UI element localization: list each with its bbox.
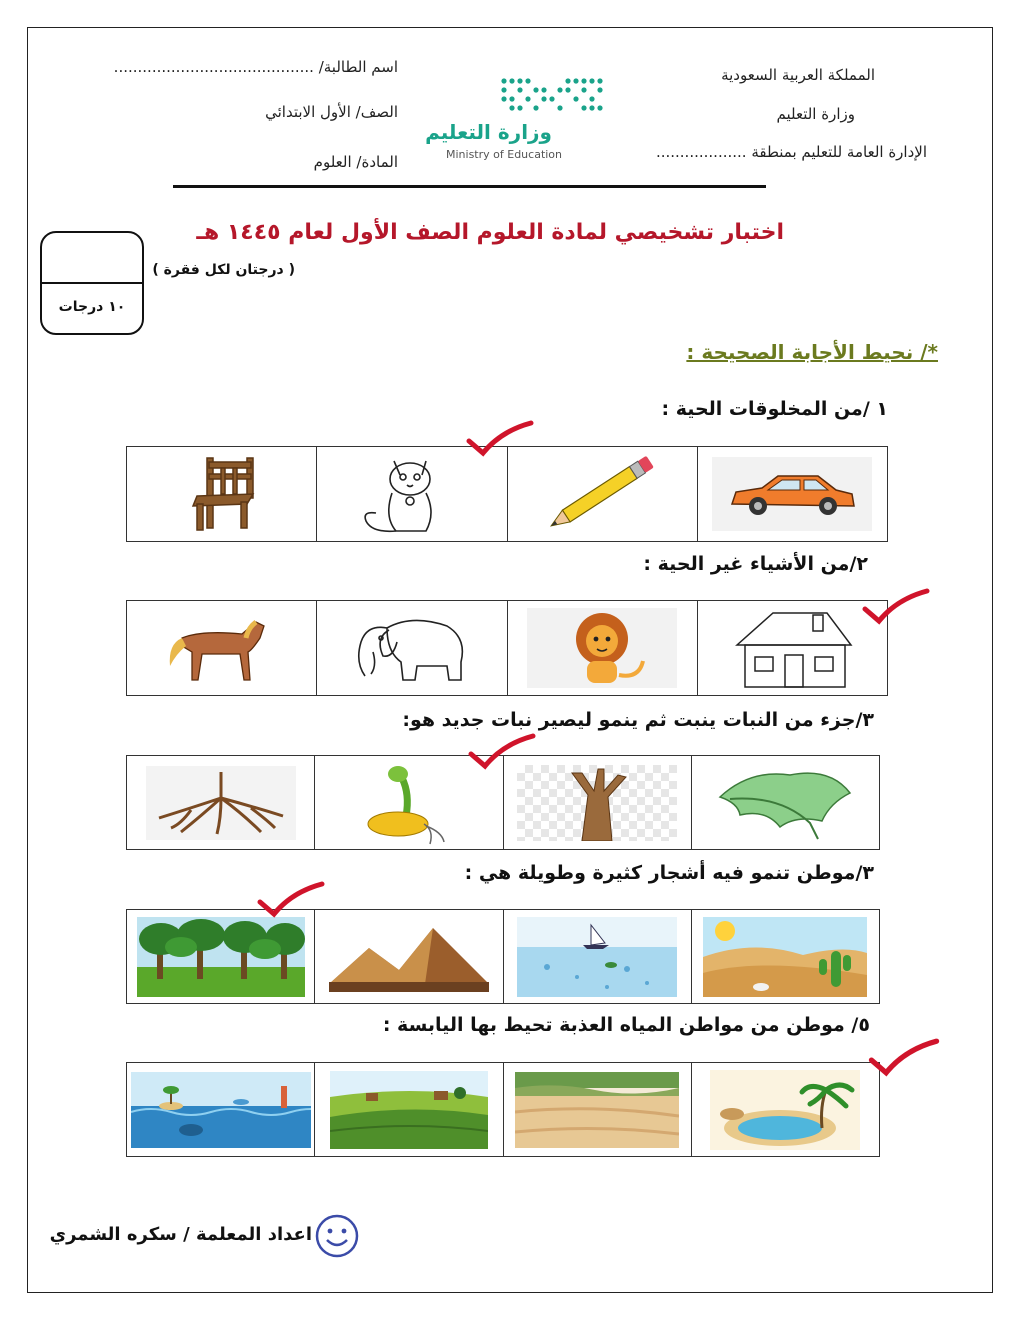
instruction: */ نحيط الأجابة الصحيحة : bbox=[686, 340, 938, 364]
elephant-icon bbox=[337, 608, 487, 688]
score-label: ١٠ درجات bbox=[58, 299, 126, 315]
ocean-icon bbox=[131, 1072, 311, 1148]
option-tree-trunk[interactable] bbox=[503, 756, 691, 849]
student-name-field: اسم الطالبة/ .......................................... bbox=[113, 58, 398, 76]
option-roots[interactable] bbox=[127, 756, 314, 849]
option-mountains[interactable] bbox=[314, 910, 502, 1003]
score-box-divider bbox=[42, 282, 142, 284]
savanna-icon bbox=[515, 1072, 679, 1148]
horse-icon bbox=[152, 608, 292, 688]
header-directorate: الإدارة العامة للتعليم بمنطقة ................... bbox=[655, 143, 927, 161]
option-seed[interactable] bbox=[314, 756, 502, 849]
header-kingdom: المملكة العربية السعودية bbox=[721, 66, 875, 84]
options-row-3 bbox=[126, 755, 880, 850]
option-cat[interactable] bbox=[316, 447, 506, 541]
option-lion[interactable] bbox=[507, 601, 697, 695]
header-ministry: وزارة التعليم bbox=[776, 105, 855, 123]
grade-label: الصف/ الأول الابتدائي bbox=[265, 103, 398, 121]
header-divider bbox=[173, 185, 766, 188]
cat-icon bbox=[352, 451, 472, 537]
option-desert[interactable] bbox=[691, 910, 879, 1003]
option-oasis-pond[interactable] bbox=[691, 1063, 879, 1156]
house-icon bbox=[727, 605, 857, 691]
options-row-4 bbox=[126, 909, 880, 1004]
sea-icon bbox=[517, 917, 677, 997]
option-pencil[interactable] bbox=[507, 447, 697, 541]
exam-subtitle: ( درجتان لكل فقرة ) bbox=[152, 262, 295, 278]
forest-icon bbox=[137, 917, 305, 997]
farmland-icon bbox=[330, 1071, 488, 1149]
desert-icon bbox=[703, 917, 867, 997]
tree-trunk-icon bbox=[542, 765, 652, 841]
oasis-icon bbox=[710, 1070, 860, 1150]
options-row-5 bbox=[126, 1062, 880, 1157]
question-1: ١ /من المخلوقات الحية : bbox=[661, 398, 888, 420]
subject-label: المادة/ العلوم bbox=[313, 153, 398, 171]
chair-icon bbox=[167, 454, 277, 534]
smiley-icon bbox=[314, 1213, 360, 1259]
seed-icon bbox=[354, 760, 464, 846]
options-row-2 bbox=[126, 600, 888, 696]
option-elephant[interactable] bbox=[316, 601, 506, 695]
prepared-by: اعداد المعلمة / سكره الشمري bbox=[49, 1224, 312, 1245]
lion-icon bbox=[547, 609, 657, 687]
roots-icon bbox=[151, 768, 291, 838]
score-box bbox=[40, 231, 144, 335]
option-chair[interactable] bbox=[127, 447, 316, 541]
option-savanna[interactable] bbox=[503, 1063, 691, 1156]
question-3: ٣/جزء من النبات ينبت ثم ينمو ليصير نبات جديد هو: bbox=[402, 709, 874, 731]
option-forest[interactable] bbox=[127, 910, 314, 1003]
option-sea[interactable] bbox=[503, 910, 691, 1003]
option-leaf[interactable] bbox=[691, 756, 879, 849]
option-house[interactable] bbox=[697, 601, 887, 695]
pencil-icon bbox=[532, 454, 672, 534]
leaf-icon bbox=[710, 763, 860, 843]
car-icon bbox=[722, 464, 862, 524]
ministry-logo bbox=[425, 76, 610, 168]
checkmark-icon bbox=[867, 1037, 941, 1079]
mountains-icon bbox=[329, 922, 489, 992]
logo-english-text: Ministry of Education bbox=[446, 148, 563, 161]
options-row-1 bbox=[126, 446, 888, 542]
option-horse[interactable] bbox=[127, 601, 316, 695]
question-2: ٢/من الأشياء غير الحية : bbox=[643, 553, 868, 575]
question-4: ٣/موطن تنمو فيه أشجار كثيرة وطويلة هي : bbox=[464, 862, 874, 884]
option-ocean[interactable] bbox=[127, 1063, 314, 1156]
logo-dots-icon bbox=[498, 76, 608, 116]
option-farmland[interactable] bbox=[314, 1063, 502, 1156]
question-5: ٥/ موطن من مواطن المياه العذبة تحيط بها اليابسة : bbox=[382, 1014, 870, 1036]
checkmark-icon bbox=[861, 587, 931, 627]
logo-arabic-text: وزارة التعليم bbox=[425, 120, 552, 144]
exam-title: اختبار تشخيصي لمادة العلوم الصف الأول لعام ١٤٤٥ هـ bbox=[196, 220, 784, 245]
option-car[interactable] bbox=[697, 447, 887, 541]
